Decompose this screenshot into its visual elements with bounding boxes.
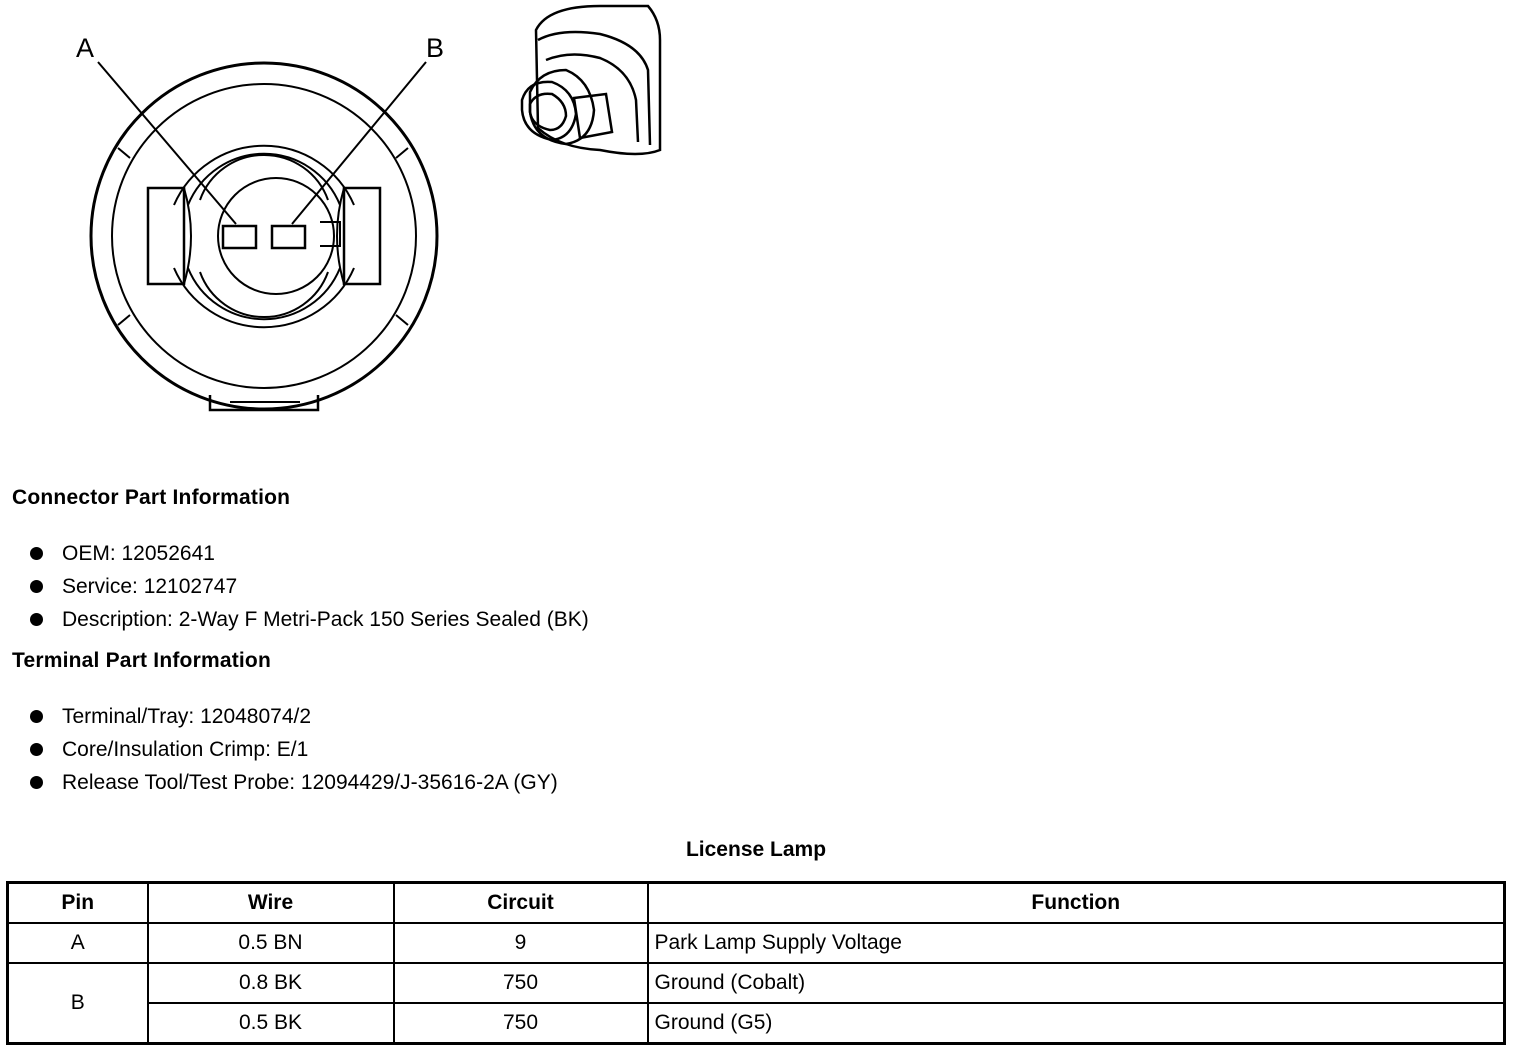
list-item: Terminal/Tray: 12048074/2 (28, 700, 558, 733)
bullet-icon (30, 743, 43, 756)
function-cell: Park Lamp Supply Voltage (648, 923, 1505, 963)
bullet-icon (30, 613, 43, 626)
circuit-cell: 9 (394, 923, 648, 963)
list-item: Release Tool/Test Probe: 12094429/J-35616-2A (GY) (28, 766, 558, 799)
pin-cell: B (8, 963, 148, 1044)
bullet-icon (30, 776, 43, 789)
column-header-wire: Wire (148, 883, 394, 924)
list-item: Description: 2-Way F Metri-Pack 150 Series Sealed (BK) (28, 603, 589, 636)
column-header-circuit: Circuit (394, 883, 648, 924)
connector-side-view (522, 6, 660, 154)
connector-part-info-title: Connector Part Information (12, 486, 291, 509)
circuit-cell: 750 (394, 1003, 648, 1044)
pin-label-b: B (426, 33, 445, 63)
circuit-cell: 750 (394, 963, 648, 1003)
pin-cell: A (8, 923, 148, 963)
table-header-row (8, 883, 1505, 924)
wire-cell: 0.5 BK (148, 1003, 394, 1044)
table-row (8, 923, 1505, 963)
list-item: Service: 12102747 (28, 570, 589, 603)
column-header-function: Function (648, 883, 1505, 924)
list-item: OEM: 12052641 (28, 537, 589, 570)
leader-line-b (292, 62, 426, 224)
pin-label-a: A (76, 33, 95, 63)
connector-diagram (0, 0, 700, 430)
terminal-a (223, 226, 256, 248)
function-cell: Ground (Cobalt) (648, 963, 1505, 1003)
connector-face-view (91, 62, 437, 410)
terminal-part-info-title: Terminal Part Information (12, 649, 271, 672)
bullet-icon (30, 710, 43, 723)
table-title: License Lamp (685, 838, 827, 861)
list-item: Core/Insulation Crimp: E/1 (28, 733, 558, 766)
table-row (8, 1003, 1505, 1044)
function-cell: Ground (G5) (648, 1003, 1505, 1044)
terminal-b (272, 226, 305, 248)
connector-part-info-list (28, 537, 589, 636)
wire-cell: 0.8 BK (148, 963, 394, 1003)
table-row (8, 963, 1505, 1003)
bullet-icon (30, 580, 43, 593)
bullet-icon (30, 547, 43, 560)
pin-table (6, 881, 1506, 1045)
column-header-pin: Pin (8, 883, 148, 924)
terminal-part-info-list (28, 700, 558, 799)
wire-cell: 0.5 BN (148, 923, 394, 963)
